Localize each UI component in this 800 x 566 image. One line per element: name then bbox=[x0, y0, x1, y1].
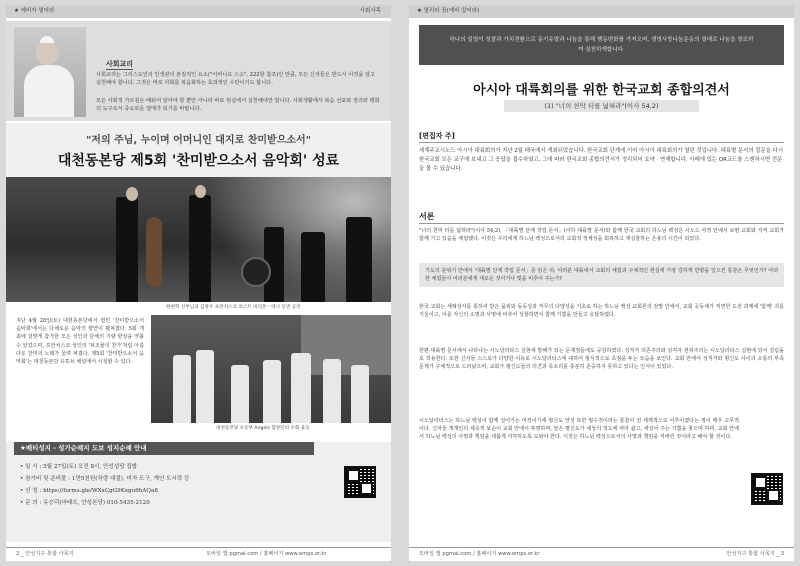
photo2-caption: 대천동본당 초등부 Angels 합창단의 수화 율동 bbox=[216, 426, 310, 431]
headline: 대천동본당 제5회 '찬미받으소서 음악회' 성료 bbox=[57, 153, 340, 169]
headline-band bbox=[6, 123, 391, 179]
paragraph-2: 한국 교회는 세례성사를 통하여 받은 품위와 동등성과 직무의 다양성을 기초로 하는 하느님 백성 교회론의 전망 안에서, 교회 공동체가 직면한 도전 과제에 '함께' 귀를 기울이고, 이를 자신의 소명과 사명에 비추어 성찰하면서 함께 기쁨을 만들고 응답하였다. bbox=[419, 304, 784, 319]
article-text: 지난 4월 28일(토) 대천동본당에서 열린 '찬미받으소서 음악회'에서는 다채로운 음악의 향연이 펼쳐졌다. 5회 개최에 걸맞게 참가한 모든 성인과 단체의 기량 향상을 엿볼 수 있었으며, 프란치스코 성인의 '피조물의 찬가'처럼 아름다운 찬미의 노래가 울려 퍼졌다. 제5회 '찬미받으소서 음악회'는 대천동본당 유튜브 채널에서 시청할 수 있다. bbox=[16, 318, 144, 366]
article-qr-code-icon[interactable] bbox=[751, 473, 783, 505]
pilgrimage-item-4: • 문 의 : 유승덕(마태오, 안성본당) 010-5435-2120 bbox=[20, 500, 150, 506]
right-header-title: ★ 열리라 꿈(예비 알어라) bbox=[417, 8, 480, 14]
box-text: 사회교리는 그리스도인의 인생관의 본질적인 요소("어머니요 스승", 222항 참조)인 만큼, 모든 신자들은 반드시 이것을 알고 실천해야 합니다. 그것은 바로 사회를 복음화하는 효과적인 수단이기도 합니다. bbox=[96, 72, 375, 86]
right-footer-links: 모바일 앱 pgmal.com / 홈페이지 www.emps.or.kr bbox=[419, 551, 540, 557]
social-teaching-panel bbox=[6, 21, 391, 121]
box-title: 사회교리 bbox=[106, 60, 134, 68]
paragraph-4: 시노달리타스는 하느님 백성이 함께 걸어가는 여정이기에 평신도 양성 또한 필수적이라는 통찰이 전 세계적으로 이루어졌다는 점이 매우 고무적이다. 신자들 개개인의 세속적 보순이 교회 안에서 투명하며, 앞은 평신도가 세상의 적도에 따라 삶고, 세상이 주는 기쁨을 찾으며 하며, 교회 안에서 하느님 백성의 사명과 책임을 새롭게 자각하도록 도와야 한다. 이것은 하느님 백성으로서의 사명과 책임을 저버린 것이라고 해야 할 것이다. bbox=[419, 418, 739, 441]
right-page bbox=[409, 5, 794, 561]
pilgrimage-box bbox=[6, 442, 391, 542]
pilgrimage-qr-code-icon[interactable] bbox=[344, 466, 376, 498]
concert-photo bbox=[6, 177, 391, 302]
left-footer-links: 모바일 앱 pgmal.com / 홈페이지 www.emps.or.kr bbox=[206, 551, 327, 557]
article-title: 아시아 대륙회의를 위한 한국교회 종합의견서 bbox=[473, 83, 730, 98]
intro-paragraph: "너의 천막 터를 넓혀라"(이사 54,2), 「대륙별 단계 작업 문서」(이하 대륙별 문서)와 함께 한국 교회의 하느님 백성은 시노드 여정 안에서 보편 교회와 지역 교회가 함께 가고 있음을 체험했다. 이것은 우리에게 하느님 백성으로서의 교회적 정체성을 회복하고 재성찰하는 은총의 시간이 되었다. bbox=[419, 228, 784, 243]
right-header bbox=[409, 5, 794, 18]
section-heading: 서론 bbox=[419, 212, 435, 221]
left-footer bbox=[6, 547, 391, 561]
left-page bbox=[6, 5, 391, 561]
right-page-number: 안성지구 통합 사목지 _ 3 bbox=[726, 551, 784, 557]
pilgrimage-item-2: • 참가비 및 준비물 : 1만5천원(차량 대절), 비자 도구, 개인 도시락 등 bbox=[20, 476, 190, 482]
pilgrimage-item-3[interactable]: • 신 청 : https://forms.gle/WXxCgG9Kxgu6hAQa8 bbox=[20, 488, 158, 494]
paragraph-3: 한편 대륙별 문서에서 나타나는 시노달리타스 실현에 방해가 되는 문제점들에도 공감하였다. 성직자 의존주의와 성직자 권위주의는 시노달리타스 실현에 있어 걸림돌로 작용한다. 또한 신자들 스스로가 다양한 이유로 시노달리타스에 대하여 형식적으로 초점을 두는 모습을 보인다. 교회 안에서 성직자와 평신도 사이의 소통의 부족 문제가 구체적으로 드러났으며, 교회가 평신도들의 의견과 목소리를 충분히 존중하지 못하고 있다는 인식이 있었다. bbox=[419, 348, 784, 371]
article-subtitle: (1) "너의 천막 터를 넓혀라"(이사 54,2) bbox=[504, 100, 699, 112]
right-footer bbox=[409, 547, 794, 561]
editor-label: [편집자 주] bbox=[419, 132, 455, 140]
editor-note: 세계주교시노드 아시아 대륙회의가 지난 2월 태국에서 개최되었습니다. 한국교회 단계에 이어 아시아 대륙회의가 열린 것입니다. 대륙별 문서의 질문을 다시 한국교회 모든 교구에 보내고 그 응답을 접수하였고, 그에 따라 한국교회 종합의견서가 정리되어 요약 · 연재합니다. 아래에 있는 QR코드를 스캔하시면 전문을 볼 수 있습니다. bbox=[419, 148, 784, 172]
quote: "저의 주님, 누이며 어머니인 대지로 찬미받으소서" bbox=[86, 135, 311, 146]
pilgrimage-item-1: • 일 시 : 5월 27일(토) 오전 8시, 안성성당 집합 bbox=[20, 464, 138, 470]
choir-photo bbox=[151, 315, 391, 423]
left-header-section: 사회사목 bbox=[359, 8, 381, 14]
banner-text: 하나의 일렬이 성찰과 가치전환으로 동기유발과 나눔을 통해 행동변화를 가져오며, 생명사랑나눔운동의 열매로 나눔을 창조하여 실천하게합니다. bbox=[449, 37, 754, 53]
question-box: 기도의 분위기 안에서 '대륙별 단계 작업 문서」를 읽은 뒤, 여러분 대륙에서 교회의 체험과 구체적인 현실에 가장 강하게 반향을 일으킨 통찰은 무엇인가? 어떠한 체험들이 여러분에게 새로운 것이거나 빛을 비추어 주는가? bbox=[419, 263, 784, 287]
banner bbox=[419, 25, 784, 65]
left-header bbox=[6, 5, 391, 18]
pope-portrait bbox=[14, 27, 86, 117]
left-header-title: ★ 예비자 멀어라 bbox=[14, 8, 55, 14]
left-page-number: 2 _ 안성지구 통합 사목지 bbox=[16, 551, 74, 557]
photo1-caption: 현현혁 신부님과 김정우 프란치스코 코스트 바리톤 - 테너 등면 공연 bbox=[166, 305, 301, 310]
pilgrimage-title: ★배티성지 - 성가순례지 도보 성지순례 안내 bbox=[14, 442, 314, 455]
box-text-2: 모든 사회적 가르침은 배워서 알아야 할 뿐만 아니라 바로 현실에서 실천해야만 합니다. 사회생활에서 복음 선포와 정의와 평화의 도구로서 중요로운 열매가 되기를 바랍니다. bbox=[96, 98, 380, 112]
